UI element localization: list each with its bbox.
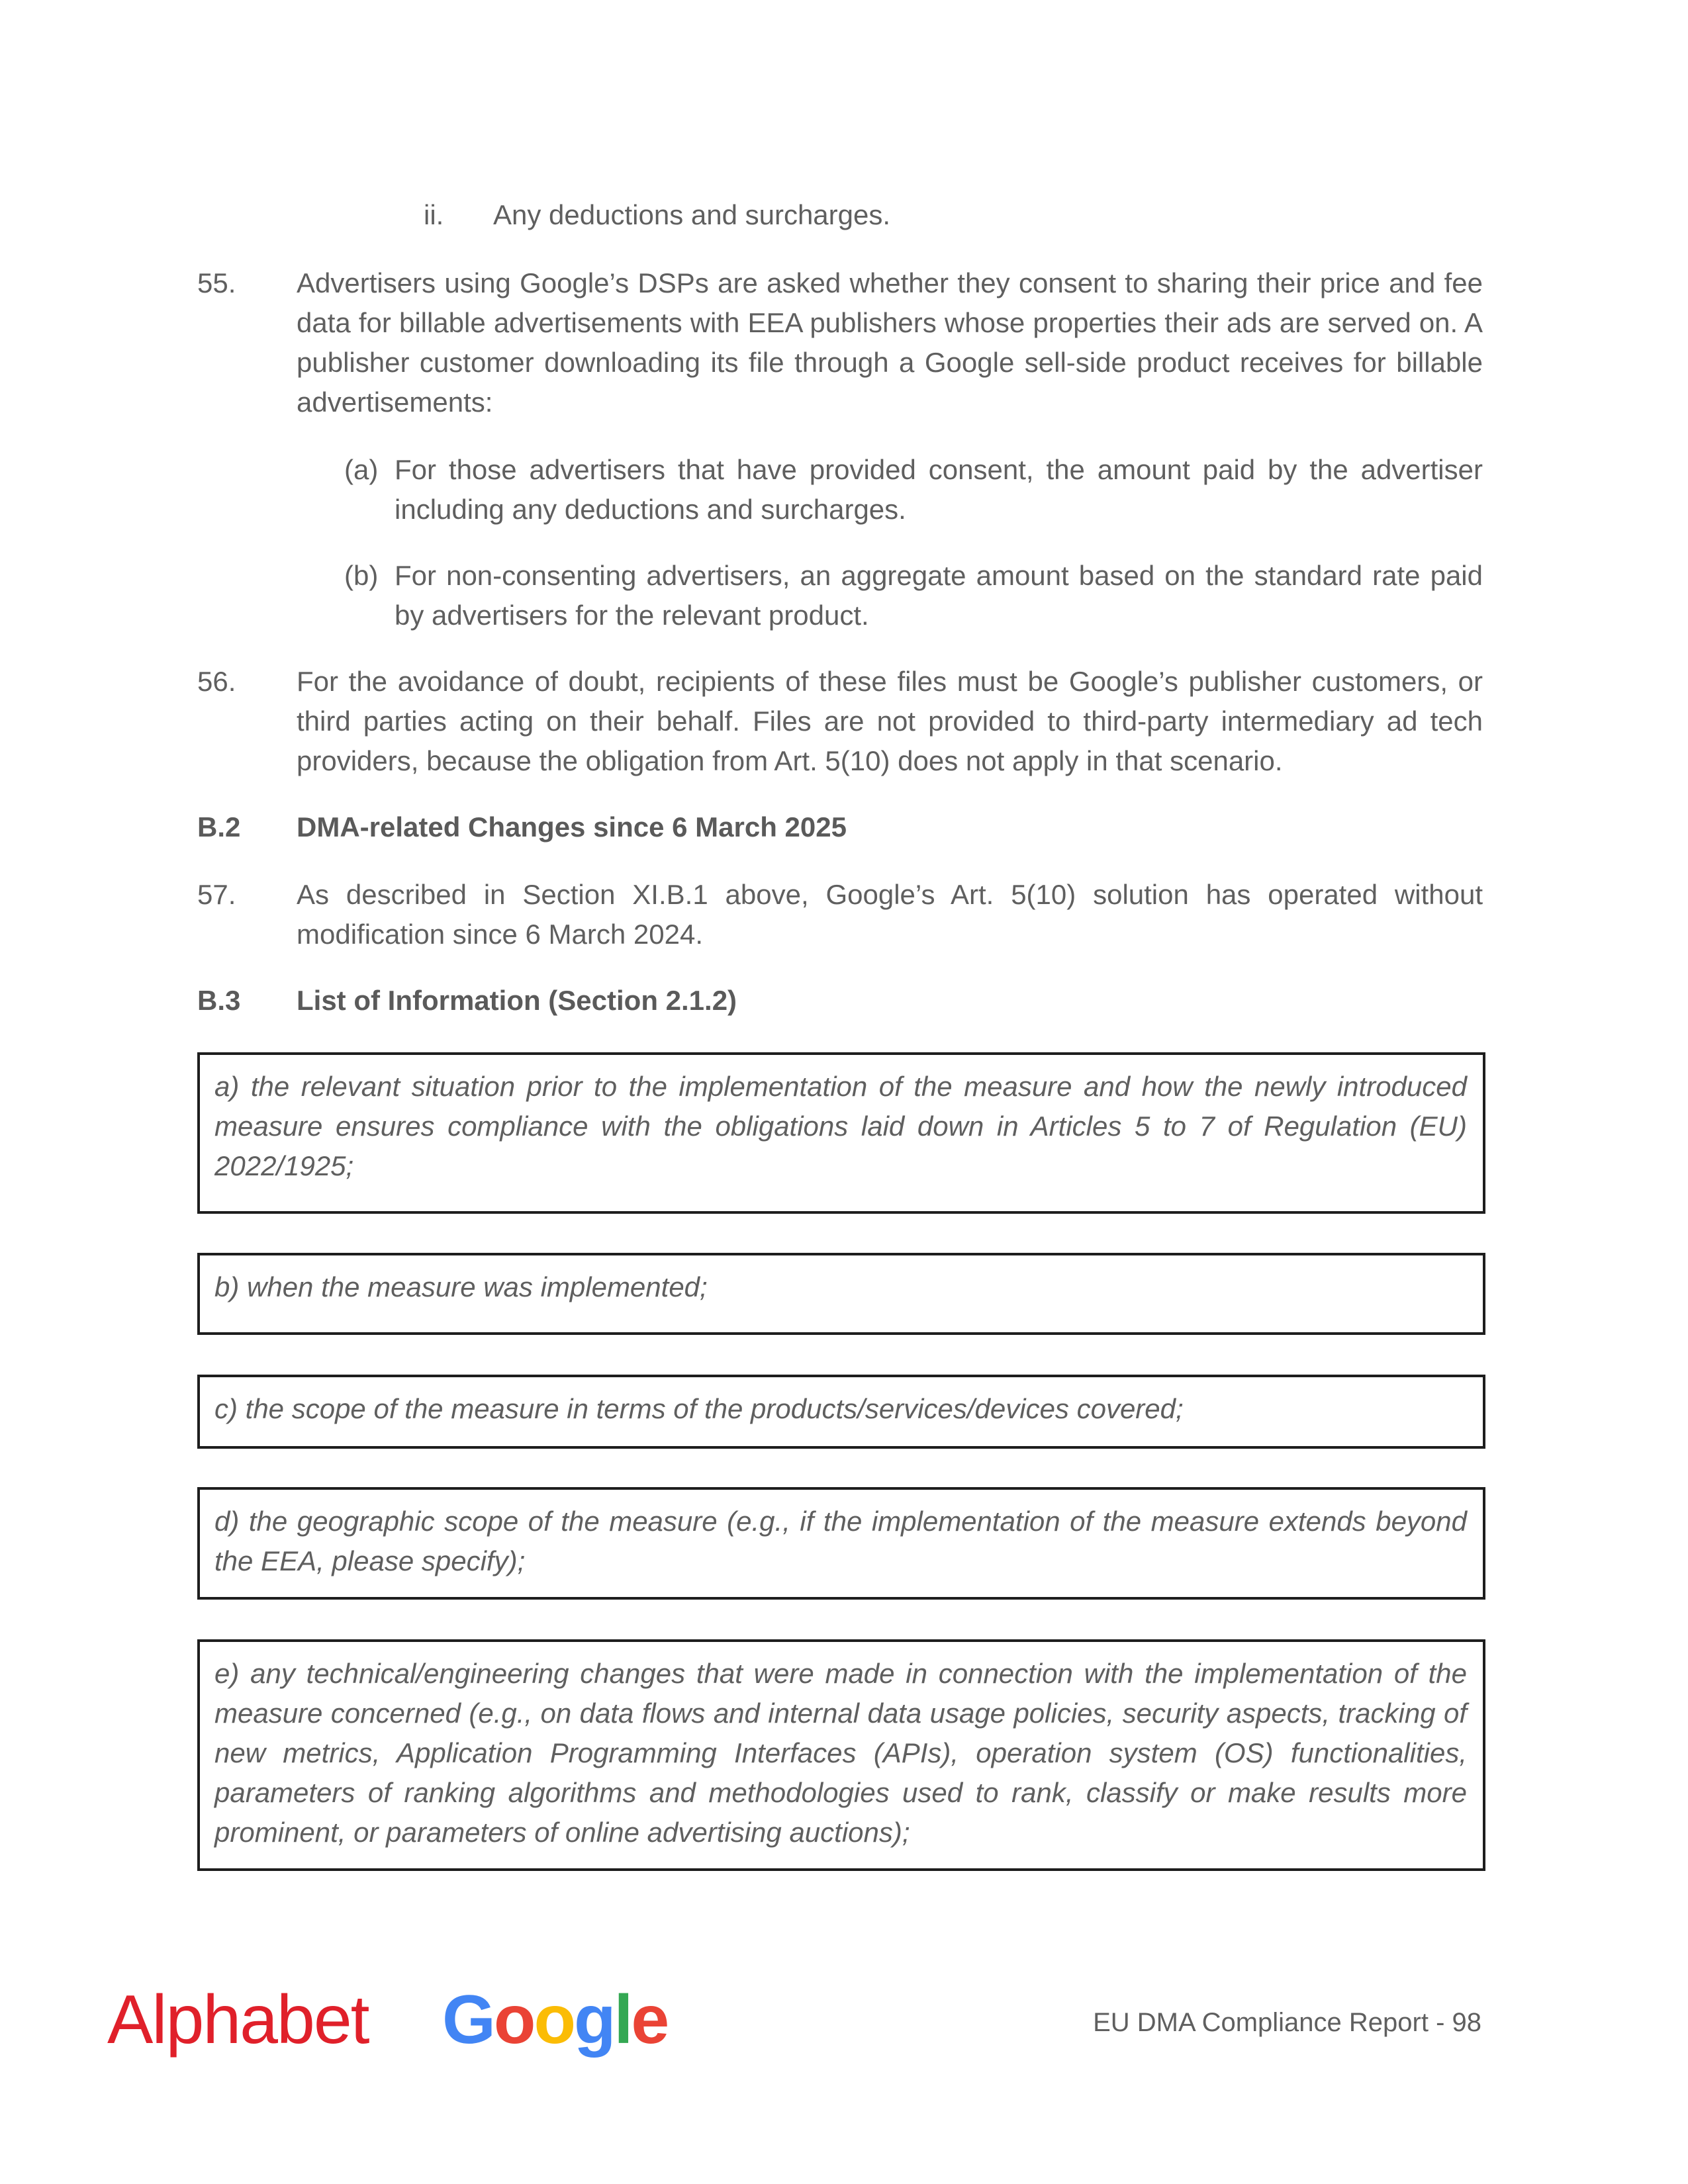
info-box-b: b) when the measure was implemented; <box>197 1253 1485 1335</box>
sub-item-label: (a) <box>344 454 379 485</box>
google-logo-letter: l <box>614 1981 632 2058</box>
paragraph-text: Advertisers using Google’s DSPs are asked whether they consent to sharing their price and fee data for billable advertisements with EEA publishers whose properties their ads are served on. A publisher customer downloading its file through a Google sell-side product receives for billable advertisements: <box>297 267 1483 418</box>
google-logo-letter: g <box>573 1981 614 2058</box>
google-logo <box>442 1980 667 2060</box>
google-logo-letter: o <box>534 1981 574 2058</box>
google-logo-letter: G <box>442 1981 494 2058</box>
list-item-text: Any deductions and surcharges. <box>493 199 891 230</box>
section-title: List of Information (Section 2.1.2) <box>297 985 737 1016</box>
paragraph-number: 57. <box>197 879 236 910</box>
paragraph-text: As described in Section XI.B.1 above, Google’s Art. 5(10) solution has operated without modification since 6 March 2024. <box>297 879 1483 950</box>
info-box-e: e) any technical/engineering changes that were made in connection with the implementation of the measure concerned (e.g., on data flows and internal data usage policies, security aspects, tracking of new metrics, Application Programming Interfaces (APIs), operation system (OS) functionalities, parameters of ranking algorithms and methodologies used to rank, classify or make results more prominent, or parameters of online advertising auctions); <box>197 1639 1485 1871</box>
section-title: DMA-related Changes since 6 March 2025 <box>297 811 847 842</box>
paragraph-text: For the avoidance of doubt, recipients of these files must be Google’s publisher customers, or third parties acting on their behalf. Files are not provided to third-party intermediary ad tech providers, because the obligation from Art. 5(10) does not apply in that scenario. <box>297 666 1483 776</box>
paragraph-number: 55. <box>197 267 236 298</box>
google-logo-letter: o <box>493 1981 534 2058</box>
sub-item-label: (b) <box>344 560 379 591</box>
alphabet-logo: Alphabet <box>107 1981 369 2058</box>
list-item-number: ii. <box>424 199 444 230</box>
info-box-c: c) the scope of the measure in terms of the products/services/devices covered; <box>197 1375 1485 1449</box>
section-number: B.3 <box>197 985 241 1016</box>
sub-item-text: For non-consenting advertisers, an aggregate amount based on the standard rate paid by advertisers for the relevant product. <box>395 560 1483 631</box>
info-box-d: d) the geographic scope of the measure (e.g., if the implementation of the measure extends beyond the EEA, please specify); <box>197 1487 1485 1600</box>
info-box-a: a) the relevant situation prior to the implementation of the measure and how the newly introduced measure ensures compliance with the obligations laid down in Articles 5 to 7 of Regulation (EU) 2022/1925; <box>197 1052 1485 1214</box>
section-number: B.2 <box>197 811 241 842</box>
report-page-label: EU DMA Compliance Report - 98 <box>1093 2008 1481 2037</box>
sub-item-text: For those advertisers that have provided consent, the amount paid by the advertiser including any deductions and surcharges. <box>395 454 1483 525</box>
paragraph-number: 56. <box>197 666 236 697</box>
google-logo-letter: e <box>631 1981 668 2058</box>
